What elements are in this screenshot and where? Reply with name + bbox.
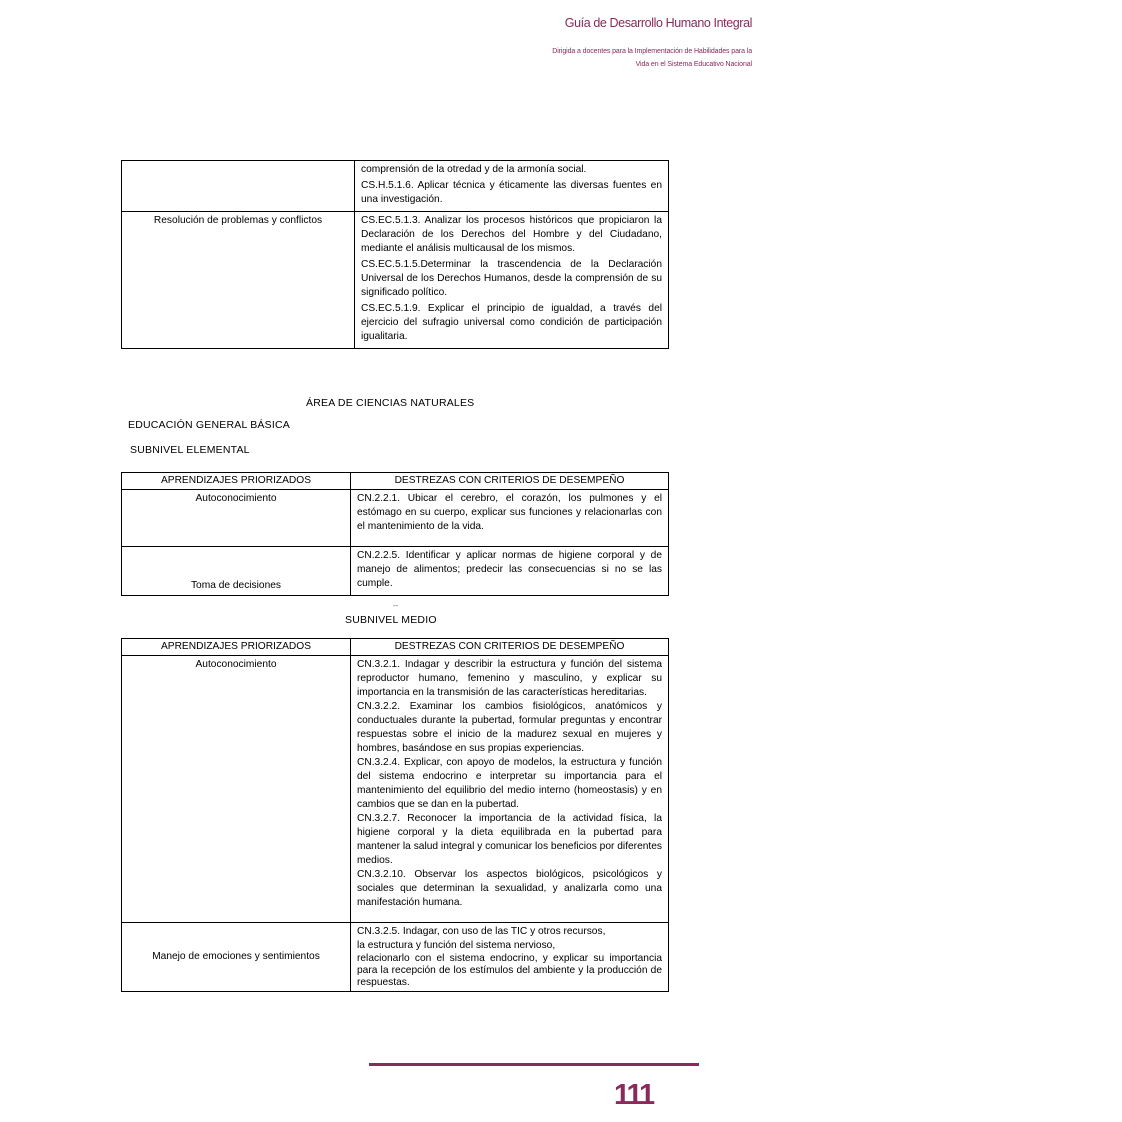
cell-destrezas xyxy=(351,547,669,596)
table-subnivel-medio xyxy=(121,638,669,992)
destreza-text: CN.3.2.4. Explicar, con apoyo de modelos, la estructura y función del sistema endocrino e interpretar su importancia para el mantenimiento del equilibrio del medio interno (homeostasis) y en cambios que se dan en la pubertad. xyxy=(357,757,662,810)
level-title: EDUCACIÓN GENERAL BÁSICA xyxy=(128,419,290,431)
destreza-text: la estructura y función del sistema nervioso, xyxy=(357,940,556,951)
header-subtitle-line1: Dirigida a docentes para la Implementación de Habilidades para la xyxy=(552,48,752,55)
destreza-text: CN.3.2.7. Reconocer la importancia de la actividad física, la higiene corporal y la dieta equilibrada en la pubertad para mantener la salud integral y comunicar los beneficios por diferentes medios. xyxy=(357,813,662,866)
cell-destrezas xyxy=(351,923,669,992)
footer-divider xyxy=(369,1063,699,1066)
destreza-text: CS.EC.5.1.5.Determinar la trascendencia de la Declaración Universal de los Derechos Humanos, desde la comprensión de su significado político. xyxy=(361,259,662,298)
destreza-text: relacionarlo con el sistema endocrino, y explicar su importancia para la recepción de los estímulos del ambiente y la producción de respuestas. xyxy=(357,953,662,988)
table-row xyxy=(122,212,669,349)
cell-destrezas xyxy=(351,656,669,923)
table-row xyxy=(122,656,669,923)
header-subtitle-line2: Vida en el Sistema Educativo Nacional xyxy=(635,61,752,68)
cell-destrezas xyxy=(355,212,669,349)
header-aprendizajes: APRENDIZAJES PRIORIZADOS xyxy=(122,639,351,656)
area-title: ÁREA DE CIENCIAS NATURALES xyxy=(306,397,475,409)
destreza-text: CN.2.2.1. Ubicar el cerebro, el corazón, los pulmones y el estómago en su cuerpo, explicar sus funciones y relacionarlas con el mantenimiento de la vida. xyxy=(357,493,662,532)
table-subnivel-elemental xyxy=(121,472,669,596)
destreza-text: CS.EC.5.1.3. Analizar los procesos históricos que propiciaron la Declaración de los Derechos del Hombre y del Ciudadano, mediante el análisis multicausal de los mismos. xyxy=(361,215,662,254)
separator-dash: -- xyxy=(393,601,399,610)
destreza-text: CS.H.5.1.6. Aplicar técnica y éticamente las diversas fuentes en una investigación. xyxy=(361,180,662,205)
destreza-text: CN.3.2.1. Indagar y describir la estructura y función del sistema reproductor humano, femenino y masculino, y explicar su importancia en la transmisión de las características hereditarias. xyxy=(357,659,662,698)
table-ciencias-sociales xyxy=(121,160,669,349)
cell-aprendizaje: Autoconocimiento xyxy=(122,656,351,923)
destreza-text: CN.3.2.10. Observar los aspectos biológicos, psicológicos y sociales que determinan la sexualidad, y analizarla como una manifestación humana. xyxy=(357,869,662,908)
cell-destrezas xyxy=(351,490,669,547)
sublevel-medio-title: SUBNIVEL MEDIO xyxy=(345,614,437,626)
header-subtitle xyxy=(552,45,752,71)
page-number: 111 xyxy=(614,1079,654,1111)
table-header-row xyxy=(122,639,669,656)
header-title: Guía de Desarrollo Humano Integral xyxy=(564,16,752,30)
cell-aprendizaje: Autoconocimiento xyxy=(122,490,351,547)
table-row xyxy=(122,923,669,992)
cell-aprendizaje xyxy=(122,161,355,212)
cell-aprendizaje: Manejo de emociones y sentimientos xyxy=(122,923,351,992)
destreza-text: CS.EC.5.1.9. Explicar el principio de igualdad, a través del ejercicio del sufragio universal como condición de participación igualitaria. xyxy=(361,303,662,342)
sublevel-elemental-title: SUBNIVEL ELEMENTAL xyxy=(130,444,250,456)
destreza-text: CN.3.2.2. Examinar los cambios fisiológicos, anatómicos y conductuales durante la pubertad, formular preguntas y encontrar respuestas sobre el inicio de la madurez sexual en mujeres y hombres, basándose en sus propias experiencias. xyxy=(357,701,662,754)
header-destrezas: DESTREZAS CON CRITERIOS DE DESEMPEÑO xyxy=(351,639,669,656)
table-row xyxy=(122,161,669,212)
table-header-row xyxy=(122,473,669,490)
header-destrezas: DESTREZAS CON CRITERIOS DE DESEMPEÑO xyxy=(351,473,669,490)
destreza-text: comprensión de la otredad y de la armonía social. xyxy=(361,164,587,175)
destreza-text: CN.2.2.5. Identificar y aplicar normas de higiene corporal y de manejo de alimentos; predecir las consecuencias si no se las cumple. xyxy=(357,550,662,589)
cell-destrezas xyxy=(355,161,669,212)
table-row xyxy=(122,490,669,547)
cell-aprendizaje: Resolución de problemas y conflictos xyxy=(122,212,355,349)
destreza-text: CN.3.2.5. Indagar, con uso de las TIC y otros recursos, xyxy=(357,926,606,937)
header-aprendizajes: APRENDIZAJES PRIORIZADOS xyxy=(122,473,351,490)
cell-aprendizaje: Toma de decisiones xyxy=(122,547,351,596)
table-row xyxy=(122,547,669,596)
